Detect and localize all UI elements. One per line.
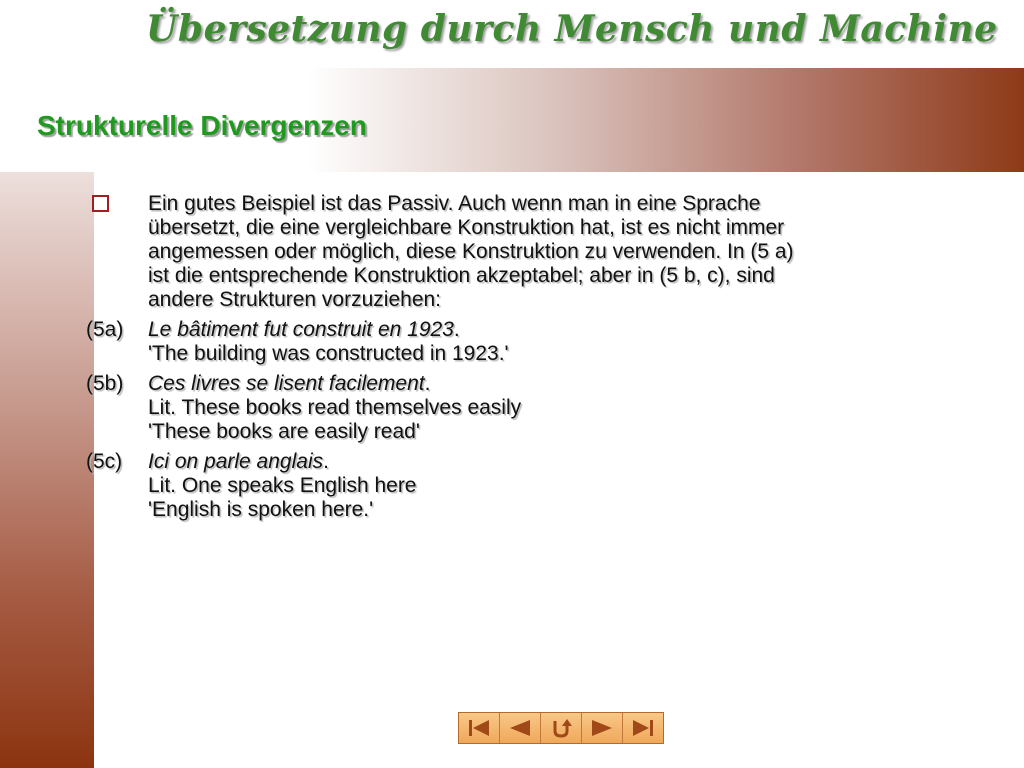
bullet-line: angemessen oder möglich, diese Konstruktion zu verwenden. In (5 a) xyxy=(148,240,794,263)
bullet-text xyxy=(148,192,946,312)
bullet-line: ist die entsprechende Konstruktion akzeptabel; aber in (5 b, c), sind xyxy=(148,264,775,287)
return-button[interactable] xyxy=(541,713,582,743)
return-icon xyxy=(547,717,575,739)
example-label: (5c) xyxy=(86,450,123,473)
example-period: . xyxy=(323,450,329,473)
example-5b xyxy=(86,372,946,444)
example-sentence: Ici on parle anglais xyxy=(148,450,324,473)
example-literal: Lit. One speaks English here xyxy=(148,474,417,497)
example-5c xyxy=(86,450,946,522)
first-slide-button[interactable] xyxy=(459,713,500,743)
next-slide-button[interactable] xyxy=(582,713,623,743)
example-label: (5a) xyxy=(86,318,124,341)
bullet-item xyxy=(86,192,946,312)
example-5a xyxy=(86,318,946,366)
example-label: (5b) xyxy=(86,372,124,395)
slide-navigation xyxy=(458,712,664,744)
example-sentence: Ces livres se lisent facilement xyxy=(148,372,425,395)
example-translation: 'These books are easily read' xyxy=(148,420,420,443)
square-bullet-icon xyxy=(92,195,109,212)
example-period: . xyxy=(424,372,431,395)
last-page-icon xyxy=(629,717,657,739)
next-page-icon xyxy=(588,717,616,739)
example-period: . xyxy=(453,318,460,341)
previous-slide-button[interactable] xyxy=(500,713,541,743)
example-translation: 'English is spoken here.' xyxy=(148,498,374,521)
example-translation: 'The building was constructed in 1923.' xyxy=(148,342,509,365)
slide-content xyxy=(86,192,946,522)
example-literal: Lit. These books read themselves easily xyxy=(148,396,522,419)
bullet-line: andere Strukturen vorzuziehen: xyxy=(148,288,442,311)
example-sentence: Le bâtiment fut construit en 1923 xyxy=(148,318,454,341)
last-slide-button[interactable] xyxy=(623,713,663,743)
header-title: Übersetzung durch Mensch und Machine xyxy=(146,8,998,50)
first-page-icon xyxy=(465,717,493,739)
previous-page-icon xyxy=(506,717,534,739)
bullet-line: Ein gutes Beispiel ist das Passiv. Auch wenn man in eine Sprache xyxy=(148,192,761,215)
bullet-line: übersetzt, die eine vergleichbare Konstruktion hat, ist es nicht immer xyxy=(148,216,785,239)
slide-title: Strukturelle Divergenzen xyxy=(37,110,367,141)
